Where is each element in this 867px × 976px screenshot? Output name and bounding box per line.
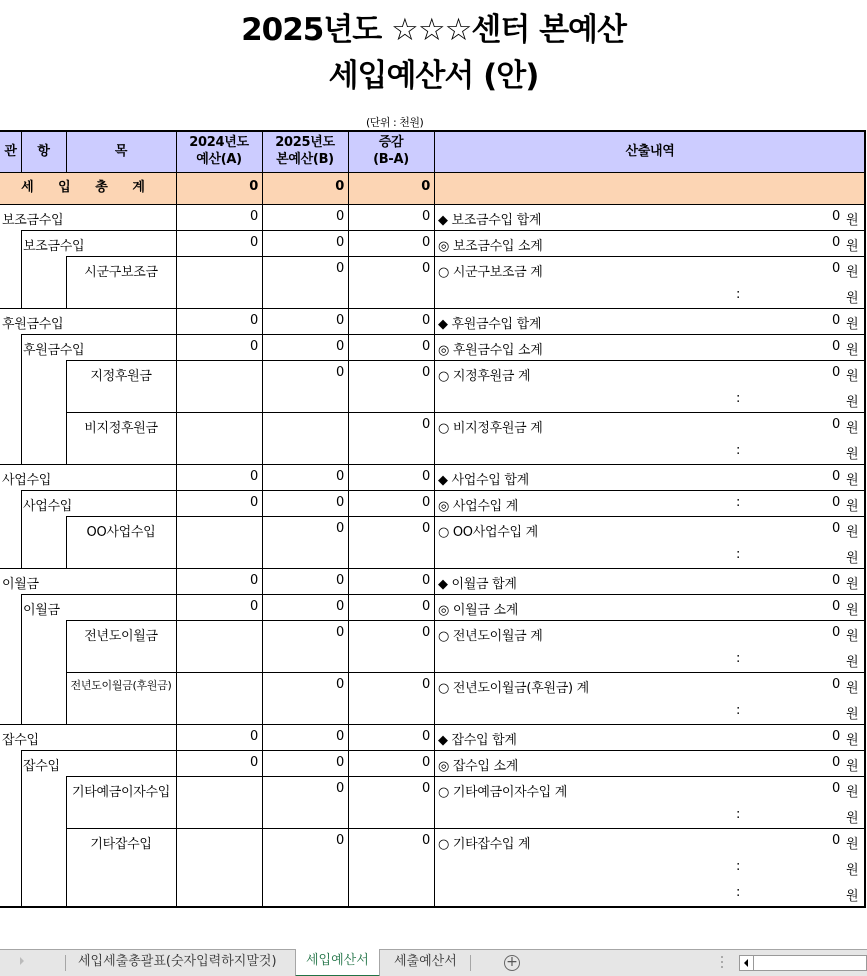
diff-cell[interactable]: 0 — [422, 625, 430, 640]
diff-cell[interactable]: 0 — [422, 209, 430, 224]
grid-line — [21, 230, 866, 231]
detail-unit: 원 — [846, 785, 859, 800]
diff-cell[interactable]: 0 — [422, 599, 430, 614]
gwan-label[interactable]: 후원금수입 — [2, 317, 64, 332]
curr-budget-cell[interactable]: 0 — [336, 339, 344, 354]
grid-line — [21, 594, 866, 595]
grid-line — [66, 776, 866, 777]
prev-budget-cell[interactable]: 0 — [250, 339, 258, 354]
detail-text[interactable]: ◎ 이월금 소계 — [438, 603, 518, 618]
curr-budget-cell[interactable]: 0 — [336, 781, 344, 796]
grid-line — [348, 204, 349, 906]
detail-unit: 원 — [846, 265, 859, 280]
grid-line — [66, 620, 866, 621]
mok-label[interactable]: 비지정후원금 — [84, 421, 158, 436]
grid-line — [21, 334, 866, 335]
mok-label[interactable]: 전년도이월금 — [84, 629, 158, 644]
header-prev-budget-line2: 예산(A) — [196, 152, 242, 167]
detail-unit: 원 — [846, 551, 859, 566]
grid-line — [66, 672, 866, 673]
hang-label[interactable]: 잡수입 — [23, 759, 60, 774]
document-title-line1: 2025년도 ☆☆☆센터 본예산 — [241, 12, 626, 48]
splitter-handle[interactable] — [721, 956, 723, 970]
mok-label[interactable]: 전년도이월금(후원금) — [70, 679, 172, 692]
detail-text[interactable]: ○ 전년도이월금(후원금) 계 — [438, 681, 589, 696]
mok-label[interactable]: 시군구보조금 — [84, 265, 158, 280]
grid-line — [176, 172, 177, 204]
grid-line — [262, 131, 263, 172]
grid-line — [66, 672, 67, 724]
header-curr-budget-line1: 2025년도 — [275, 135, 335, 150]
total-diff[interactable]: 0 — [421, 179, 430, 194]
detail-amount[interactable]: 0 — [832, 209, 840, 224]
hang-label[interactable]: 후원금수입 — [23, 343, 85, 358]
diff-cell[interactable]: 0 — [422, 833, 430, 848]
gwan-label[interactable]: 잡수입 — [2, 733, 39, 748]
grid-line — [66, 620, 67, 672]
grid-line — [66, 256, 67, 308]
detail-amount[interactable]: 0 — [832, 417, 840, 432]
detail-unit: 원 — [846, 317, 859, 332]
detail-text[interactable]: ◎ 후원금수입 소계 — [438, 343, 543, 358]
detail-text[interactable]: ◆ 후원금수입 합계 — [438, 317, 542, 332]
header-detail: 산출내역 — [625, 144, 675, 159]
detail-amount[interactable]: 0 — [832, 729, 840, 744]
detail-unit: 원 — [846, 291, 859, 306]
detail-amount[interactable]: 0 — [832, 339, 840, 354]
detail-colon: : — [736, 495, 741, 510]
sheet-tab-summary[interactable]: 세입세출총괄표(숫자입력하지말것) — [78, 954, 277, 969]
prev-budget-cell[interactable]: 0 — [250, 469, 258, 484]
scroll-tabs-arrow-icon[interactable] — [20, 957, 24, 965]
detail-text[interactable]: ○ 기타잡수입 계 — [438, 837, 531, 852]
detail-amount[interactable]: 0 — [832, 573, 840, 588]
grid-line — [0, 568, 866, 569]
detail-colon: : — [736, 287, 741, 302]
diff-cell[interactable]: 0 — [422, 573, 430, 588]
prev-budget-cell[interactable]: 0 — [250, 235, 258, 250]
grid-line — [66, 516, 866, 517]
curr-budget-cell[interactable]: 0 — [336, 313, 344, 328]
mok-label[interactable]: 기타잡수입 — [90, 837, 152, 852]
scroll-left-arrow-icon[interactable] — [740, 956, 754, 970]
grid-line — [21, 334, 22, 464]
grid-line — [0, 130, 866, 132]
curr-budget-cell[interactable]: 0 — [336, 729, 344, 744]
detail-text[interactable]: ◎ 사업수입 계 — [438, 499, 518, 514]
grid-line — [0, 724, 866, 725]
detail-unit: 원 — [846, 447, 859, 462]
header-diff-line2: (B-A) — [373, 152, 409, 167]
prev-budget-cell[interactable]: 0 — [250, 573, 258, 588]
detail-colon: : — [736, 703, 741, 718]
detail-unit: 원 — [846, 733, 859, 748]
detail-colon: : — [736, 547, 741, 562]
prev-budget-cell[interactable]: 0 — [250, 729, 258, 744]
detail-amount[interactable]: 0 — [832, 599, 840, 614]
detail-colon: : — [736, 391, 741, 406]
detail-amount[interactable]: 0 — [832, 495, 840, 510]
detail-text[interactable]: ○ 시군구보조금 계 — [438, 265, 543, 280]
curr-budget-cell[interactable]: 0 — [336, 521, 344, 536]
detail-unit: 원 — [846, 213, 859, 228]
diff-cell[interactable]: 0 — [422, 469, 430, 484]
tab-separator — [65, 955, 66, 971]
detail-amount[interactable]: 0 — [832, 781, 840, 796]
prev-budget-cell[interactable]: 0 — [250, 209, 258, 224]
header-diff-line1: 증감 — [378, 135, 404, 150]
diff-cell[interactable]: 0 — [422, 261, 430, 276]
detail-unit: 원 — [846, 889, 859, 904]
detail-amount[interactable]: 0 — [832, 313, 840, 328]
diff-cell[interactable]: 0 — [422, 235, 430, 250]
grid-line — [348, 172, 349, 204]
grid-line — [66, 516, 67, 568]
detail-unit: 원 — [846, 499, 859, 514]
tab-separator — [470, 955, 471, 971]
curr-budget-cell[interactable]: 0 — [336, 833, 344, 848]
gwan-label[interactable]: 보조금수입 — [2, 213, 64, 228]
grid-line — [21, 490, 866, 491]
detail-amount[interactable]: 0 — [832, 261, 840, 276]
curr-budget-cell[interactable]: 0 — [336, 677, 344, 692]
grid-line — [66, 412, 866, 413]
horizontal-scrollbar[interactable] — [739, 955, 867, 971]
detail-colon: : — [736, 651, 741, 666]
detail-amount[interactable]: 0 — [832, 365, 840, 380]
detail-unit: 원 — [846, 395, 859, 410]
grid-line — [434, 172, 435, 204]
grid-line — [66, 828, 866, 829]
detail-unit: 원 — [846, 707, 859, 722]
diff-cell[interactable]: 0 — [422, 729, 430, 744]
curr-budget-cell[interactable]: 0 — [336, 599, 344, 614]
grid-line — [21, 490, 22, 568]
detail-unit: 원 — [846, 837, 859, 852]
detail-unit: 원 — [846, 759, 859, 774]
add-sheet-plus-icon[interactable]: + — [504, 955, 520, 971]
header-gwan: 관 — [4, 144, 17, 159]
detail-text[interactable]: ○ OO사업수입 계 — [438, 525, 538, 540]
detail-amount[interactable]: 0 — [832, 521, 840, 536]
detail-unit: 원 — [846, 863, 859, 878]
grid-line — [66, 131, 67, 172]
grid-line — [66, 828, 67, 906]
hang-label[interactable]: 보조금수입 — [23, 239, 85, 254]
grid-line — [0, 204, 866, 205]
prev-budget-cell[interactable]: 0 — [250, 495, 258, 510]
detail-unit: 원 — [846, 629, 859, 644]
grid-line — [348, 131, 349, 172]
sheet-tab-expenditure[interactable]: 세출예산서 — [394, 954, 457, 969]
diff-cell[interactable]: 0 — [422, 495, 430, 510]
detail-unit: 원 — [846, 811, 859, 826]
detail-text[interactable]: ◆ 보조금수입 합계 — [438, 213, 542, 228]
detail-unit: 원 — [846, 603, 859, 618]
grid-line — [864, 130, 866, 908]
detail-amount[interactable]: 0 — [832, 755, 840, 770]
diff-cell[interactable]: 0 — [422, 417, 430, 432]
grid-line — [434, 131, 435, 172]
grid-line — [434, 204, 435, 906]
diff-cell[interactable]: 0 — [422, 339, 430, 354]
detail-text[interactable]: ◎ 잡수입 소계 — [438, 759, 518, 774]
header-mok: 목 — [114, 144, 128, 159]
mok-label[interactable]: OO사업수입 — [86, 525, 156, 540]
grid-line — [66, 776, 67, 828]
detail-unit: 원 — [846, 577, 859, 592]
diff-cell[interactable]: 0 — [422, 755, 430, 770]
detail-text[interactable]: ○ 비지정후원금 계 — [438, 421, 543, 436]
curr-budget-cell[interactable]: 0 — [336, 261, 344, 276]
grid-line — [66, 360, 67, 412]
detail-unit: 원 — [846, 525, 859, 540]
detail-amount[interactable]: 0 — [832, 677, 840, 692]
document-title-line2: 세입예산서 (안) — [328, 58, 539, 94]
detail-text[interactable]: ◆ 사업수입 합계 — [438, 473, 529, 488]
curr-budget-cell[interactable]: 0 — [336, 365, 344, 380]
detail-colon: : — [736, 885, 741, 900]
curr-budget-cell[interactable]: 0 — [336, 755, 344, 770]
gwan-label[interactable]: 사업수입 — [2, 473, 52, 488]
detail-text[interactable]: ○ 전년도이월금 계 — [438, 629, 543, 644]
sheet-tab-bar — [0, 949, 867, 976]
detail-unit: 원 — [846, 681, 859, 696]
prev-budget-cell[interactable]: 0 — [250, 313, 258, 328]
grid-line — [66, 360, 866, 361]
grid-line — [176, 204, 177, 906]
detail-colon: : — [736, 443, 741, 458]
detail-text[interactable]: ◆ 이월금 합계 — [438, 577, 517, 592]
grid-line — [0, 906, 866, 908]
curr-budget-cell[interactable]: 0 — [336, 469, 344, 484]
detail-amount[interactable]: 0 — [832, 469, 840, 484]
grid-line — [66, 412, 67, 464]
grid-line — [262, 204, 263, 906]
detail-text[interactable]: ◎ 보조금수입 소계 — [438, 239, 543, 254]
detail-unit: 원 — [846, 473, 859, 488]
curr-budget-cell[interactable]: 0 — [336, 625, 344, 640]
detail-amount[interactable]: 0 — [832, 235, 840, 250]
grid-line — [0, 308, 866, 309]
curr-budget-cell[interactable]: 0 — [336, 495, 344, 510]
grid-line — [176, 131, 177, 172]
mok-label[interactable]: 기타예금이자수입 — [71, 785, 171, 800]
grid-line — [262, 172, 263, 204]
detail-unit: 원 — [846, 655, 859, 670]
diff-cell[interactable]: 0 — [422, 365, 430, 380]
detail-text[interactable]: ◆ 잡수입 합계 — [438, 733, 517, 748]
detail-colon: : — [736, 859, 741, 874]
detail-unit: 원 — [846, 343, 859, 358]
detail-text[interactable]: ○ 지정후원금 계 — [438, 369, 531, 384]
detail-unit: 원 — [846, 369, 859, 384]
detail-amount[interactable]: 0 — [832, 833, 840, 848]
grid-line — [21, 594, 22, 724]
grid-line — [21, 230, 22, 308]
curr-budget-cell[interactable]: 0 — [336, 235, 344, 250]
grid-line — [0, 464, 866, 465]
curr-budget-cell[interactable]: 0 — [336, 209, 344, 224]
sheet-tab-revenue[interactable]: 세입예산서 — [295, 949, 380, 976]
total-row-label: 세 입 총 계 — [21, 180, 155, 195]
diff-cell[interactable]: 0 — [422, 677, 430, 692]
diff-cell[interactable]: 0 — [422, 313, 430, 328]
grid-line — [0, 172, 866, 173]
header-curr-budget-line2: 본예산(B) — [276, 152, 334, 167]
hang-label[interactable]: 이월금 — [23, 603, 60, 618]
curr-budget-cell[interactable]: 0 — [336, 573, 344, 588]
detail-colon: : — [736, 807, 741, 822]
detail-text[interactable]: ○ 기타예금이자수입 계 — [438, 785, 568, 800]
total-prev[interactable]: 0 — [249, 179, 258, 194]
diff-cell[interactable]: 0 — [422, 521, 430, 536]
total-curr[interactable]: 0 — [335, 179, 344, 194]
unit-note: (단위 : 천원) — [366, 116, 424, 129]
detail-unit: 원 — [846, 421, 859, 436]
detail-unit: 원 — [846, 239, 859, 254]
grid-line — [21, 750, 866, 751]
prev-budget-cell[interactable]: 0 — [250, 599, 258, 614]
mok-label[interactable]: 지정후원금 — [90, 369, 152, 384]
gwan-label[interactable]: 이월금 — [2, 577, 39, 592]
grid-line — [21, 750, 22, 906]
hang-label[interactable]: 사업수입 — [23, 499, 73, 514]
grid-line — [21, 131, 22, 172]
diff-cell[interactable]: 0 — [422, 781, 430, 796]
grid-line — [66, 256, 866, 257]
header-prev-budget-line1: 2024년도 — [189, 135, 249, 150]
prev-budget-cell[interactable]: 0 — [250, 755, 258, 770]
detail-amount[interactable]: 0 — [832, 625, 840, 640]
header-hang: 항 — [37, 144, 50, 159]
